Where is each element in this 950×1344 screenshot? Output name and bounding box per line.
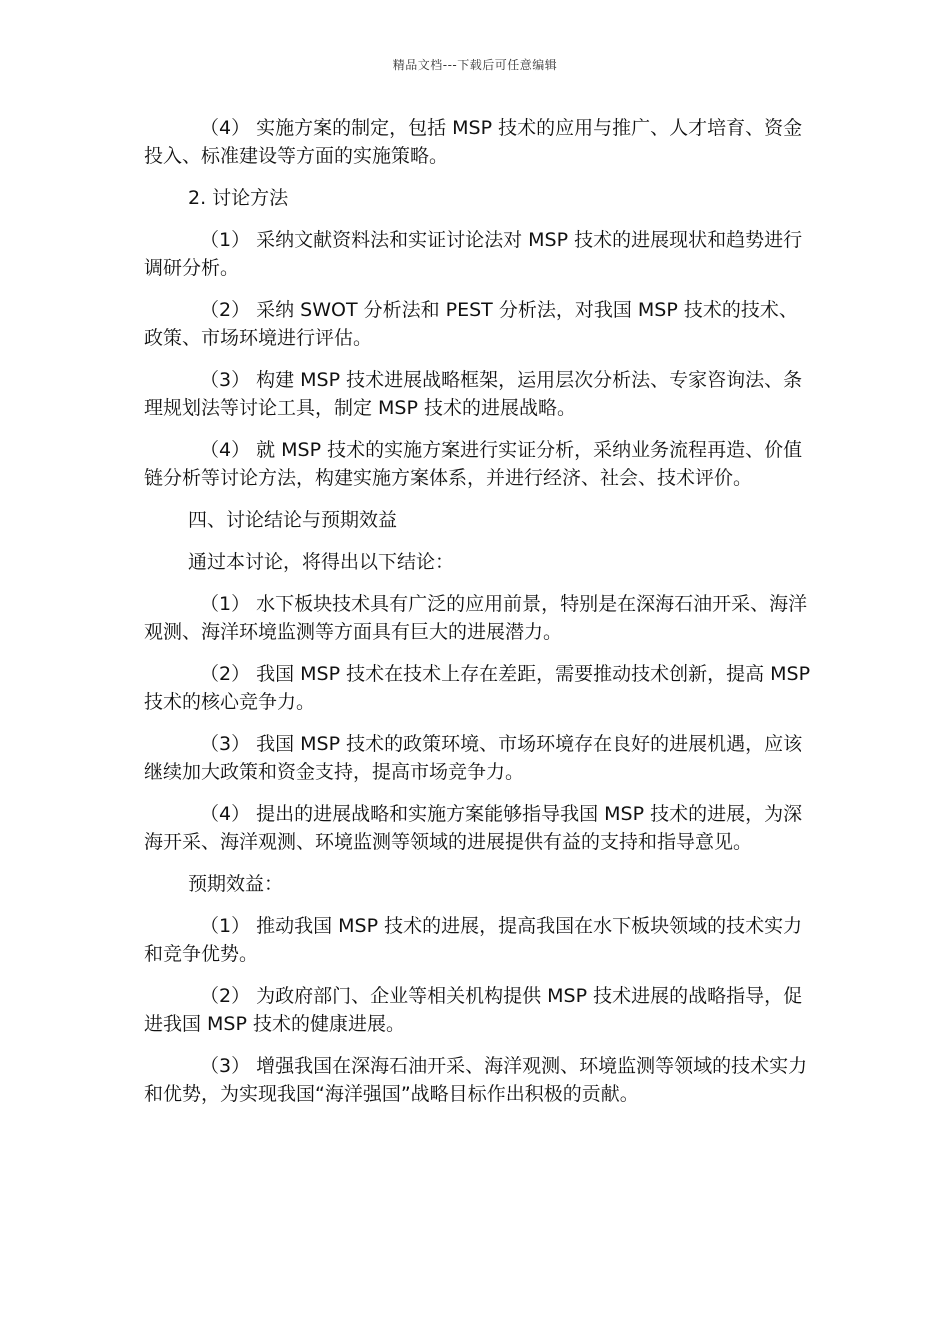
paragraph-benefit-item-3: （3） 增强我国在深海石油开采、海洋观测、环境监测等领域的技术实力和优势，为实现我国“海洋强国”战略目标作出积极的贡献。	[144, 1055, 808, 1105]
paragraph-method-item-2: （2） 采纳 SWOT 分析法和 PEST 分析法，对我国 MSP 技术的技术、政策、市场环境进行评估。	[144, 299, 798, 349]
paragraph-method-item-3: （3） 构建 MSP 技术进展战略框架，运用层次分析法、专家咨询法、条理规划法等讨论工具，制定 MSP 技术的进展战略。	[144, 369, 803, 419]
page-header: 精品文档---下载后可任意编辑	[392, 58, 558, 72]
paragraph-conclusion-item-1: （1） 水下板块技术具有广泛的应用前景，特别是在深海石油开采、海洋观测、海洋环境监测等方面具有巨大的进展潜力。	[144, 593, 808, 643]
paragraph-conclusion-item-3: （3） 我国 MSP 技术的政策环境、市场环境存在良好的进展机遇，应该继续加大政策和资金支持，提高市场竞争力。	[144, 733, 803, 783]
paragraph-benefit-item-1: （1） 推动我国 MSP 技术的进展，提高我国在水下板块领域的技术实力和竞争优势。	[144, 915, 803, 965]
conclusions-intro: 通过本讨论，将得出以下结论：	[188, 551, 455, 573]
paragraph-benefit-item-2: （2） 为政府部门、企业等相关机构提供 MSP 技术进展的战略指导，促进我国 MSP 技术的健康进展。	[144, 985, 803, 1035]
section-heading-methods: 2. 讨论方法	[188, 187, 289, 209]
paragraph-conclusion-item-2: （2） 我国 MSP 技术在技术上存在差距，需要推动技术创新，提高 MSP 技术的核心竞争力。	[144, 663, 811, 713]
paragraph-conclusion-item-4: （4） 提出的进展战略和实施方案能够指导我国 MSP 技术的进展，为深海开采、海洋观测、环境监测等领域的进展提供有益的支持和指导意见。	[144, 803, 803, 853]
paragraph-method-item-1: （1） 采纳文献资料法和实证讨论法对 MSP 技术的进展现状和趋势进行调研分析。	[144, 229, 803, 279]
section-heading-conclusions: 四、讨论结论与预期效益	[188, 509, 398, 531]
paragraph-plan-item-4: （4） 实施方案的制定，包括 MSP 技术的应用与推广、人才培育、资金投入、标准建设等方面的实施策略。	[144, 117, 803, 167]
paragraph-method-item-4: （4） 就 MSP 技术的实施方案进行实证分析，采纳业务流程再造、价值链分析等讨论方法，构建实施方案体系，并进行经济、社会、技术评价。	[144, 439, 803, 489]
document-body	[144, 114, 816, 1122]
benefits-heading: 预期效益：	[188, 873, 284, 895]
